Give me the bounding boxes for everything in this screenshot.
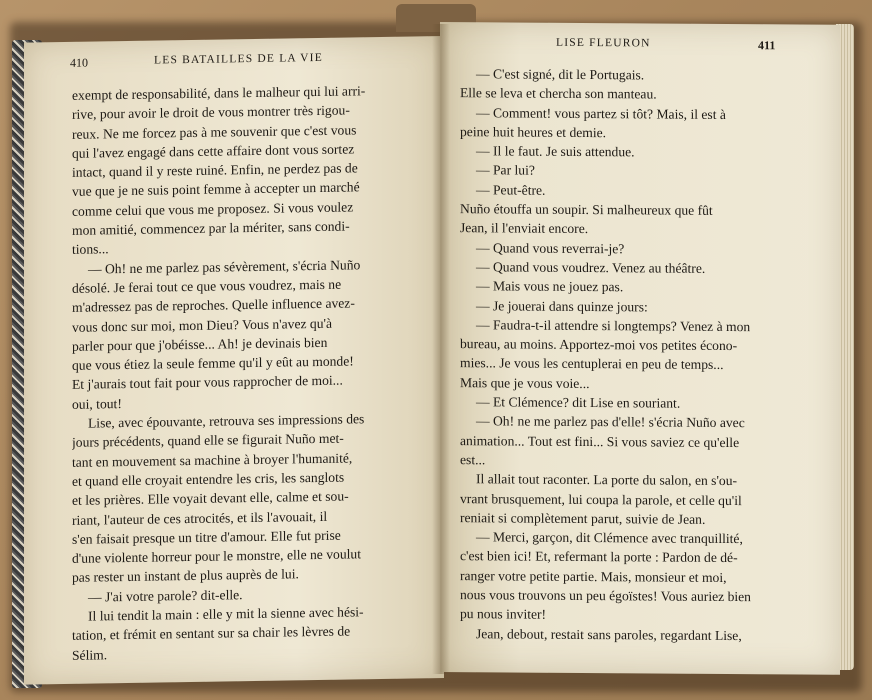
text-line: bureau, au moins. Apportez-moi vos petites écono-: [460, 336, 738, 354]
text-line: pu nous inviter!: [460, 606, 547, 623]
text-line: — Quand vous reverrai-je?: [476, 239, 625, 256]
text-line: nous vous trouvons un peu égoïstes! Vous auriez bien: [460, 587, 751, 605]
text-line: qui l'avez engagé dans cette affaire dont vous sortez: [72, 141, 355, 161]
text-line: m'adressez pas de reproches. Quelle influence avez-: [72, 295, 355, 316]
text-line: et les prières. Elle voyait devant elle, calme et sou-: [72, 488, 349, 509]
text-line: — Peut-être.: [476, 182, 546, 198]
right-page-text: [460, 64, 790, 645]
text-line: vous donc sur moi, mon Dieu? Vous n'avez qu'à: [72, 315, 332, 335]
text-line: tions...: [72, 241, 109, 258]
text-line: parler pour que j'obéisse... Ah! je devinais bien: [72, 334, 328, 354]
text-line: reux. Ne me forcez pas à me souvenir que c'est vous: [72, 121, 357, 142]
text-line: s'en faisait presque un titre d'amour. Elle fut prise: [72, 527, 341, 547]
left-page: [24, 36, 444, 685]
text-line: mon amitié, commencez par la mériter, sans condi-: [72, 218, 350, 238]
text-line: — Il le faut. Je suis attendue.: [476, 143, 635, 160]
text-line: et quand elle croyait entendre les cris, les sanglots: [72, 469, 345, 489]
text-line: — Merci, garçon, dit Clémence avec tranquillité,: [476, 529, 743, 547]
text-line: Jean, il l'enviait encore.: [460, 220, 589, 237]
book-gutter: [432, 24, 450, 674]
text-line: Mais que je vous voie...: [460, 374, 590, 391]
text-line: Il allait tout raconter. La porte du salon, en s'ou-: [476, 471, 738, 489]
text-line: Il lui tendit la main : elle y mit la sienne avec hési-: [88, 604, 364, 624]
text-line: — Et Clémence? dit Lise en souriant.: [476, 394, 681, 411]
text-line: — Quand vous voudrez. Venez au théâtre.: [476, 259, 706, 276]
text-line: — Oh! ne me parlez pas d'elle! s'écria Nuño avec: [476, 413, 745, 431]
text-line: c'est bien ici! Et, refermant la porte : Pardon de dé-: [460, 548, 738, 566]
text-line: mies... Je vous les centuplerai en peu de temps...: [460, 355, 724, 373]
text-line: tant en mouvement sa machine à broyer l'humanité,: [72, 450, 353, 470]
text-line: vue que je ne suis point femme à accepter un marché: [72, 179, 360, 200]
text-line: — Je jouerai dans quinze jours:: [476, 297, 648, 315]
text-line: est...: [460, 452, 486, 468]
text-line: Elle se leva et chercha son manteau.: [460, 85, 657, 102]
left-running-head: LES BATAILLES DE LA VIE: [154, 51, 323, 67]
text-line: Nuño étouffa un soupir. Si malheureux que fût: [460, 201, 713, 218]
right-page-number: 411: [758, 38, 776, 53]
text-line: exempt de responsabilité, dans le malheur qui lui arri-: [72, 83, 366, 103]
text-line: désolé. Je ferai tout ce que vous voudrez, mais ne: [72, 276, 342, 296]
text-line: Et j'aurais tout fait pour vous rapprocher de moi...: [72, 373, 343, 393]
text-line: que vous étiez la seule femme qu'il y eût au monde!: [72, 353, 354, 374]
text-line: — Faudra-t-il attendre si longtemps? Venez à mon: [476, 317, 751, 335]
text-line: riant, l'auteur de ces atrocités, et ils l'avouait, il: [72, 508, 328, 528]
right-page: [440, 22, 840, 675]
text-line: pas rester un instant de plus auprès de lui.: [72, 566, 299, 586]
text-line: — Mais vous ne jouez pas.: [476, 278, 624, 295]
right-page-header: [460, 36, 780, 53]
text-line: Sélim.: [72, 646, 108, 663]
text-line: peine huit heures et demie.: [460, 124, 607, 141]
left-page-text: [72, 80, 428, 664]
text-line: Jean, debout, restait sans paroles, regardant Lise,: [476, 625, 742, 643]
text-line: vrant brusquement, lui coupa la parole, et celle qu'il: [460, 490, 742, 508]
text-line: animation... Tout est fini... Si vous saviez ce qu'elle: [460, 432, 740, 450]
left-page-header: [70, 50, 430, 70]
text-line: comme celui que vous me proposez. Si vous voulez: [72, 199, 354, 219]
text-line: rive, pour avoir le droit de vous montrer très rigou-: [72, 102, 350, 123]
text-line: reniait si complètement parut, suivie de Jean.: [460, 509, 706, 527]
text-line: — Oh! ne me parlez pas sévèrement, s'écria Nuño: [88, 256, 361, 277]
text-line: — Comment! vous partez si tôt? Mais, il est à: [476, 104, 726, 122]
text-line: tation, et frémit en sentant sur sa chair les lèvres de: [72, 623, 351, 644]
right-running-head: LISE FLEURON: [556, 36, 651, 50]
text-line: — J'ai votre parole? dit-elle.: [88, 586, 243, 605]
text-line: Lise, avec épouvante, retrouva ses impressions des: [88, 411, 365, 431]
text-line: — Par lui?: [476, 162, 535, 179]
text-line: ranger votre petite partie. Mais, monsieur et moi,: [460, 567, 727, 585]
text-line: — C'est signé, dit le Portugais.: [476, 66, 645, 83]
text-line: d'une violente horreur pour le monstre, elle ne voulut: [72, 546, 361, 566]
text-line: oui, tout!: [72, 395, 122, 412]
text-line: jours précédents, quand elle se figurait Nuño met-: [72, 430, 344, 451]
text-line: intact, quand il y reste ruiné. Enfin, ne perdez pas de: [72, 160, 358, 181]
left-page-number: 410: [70, 55, 88, 70]
